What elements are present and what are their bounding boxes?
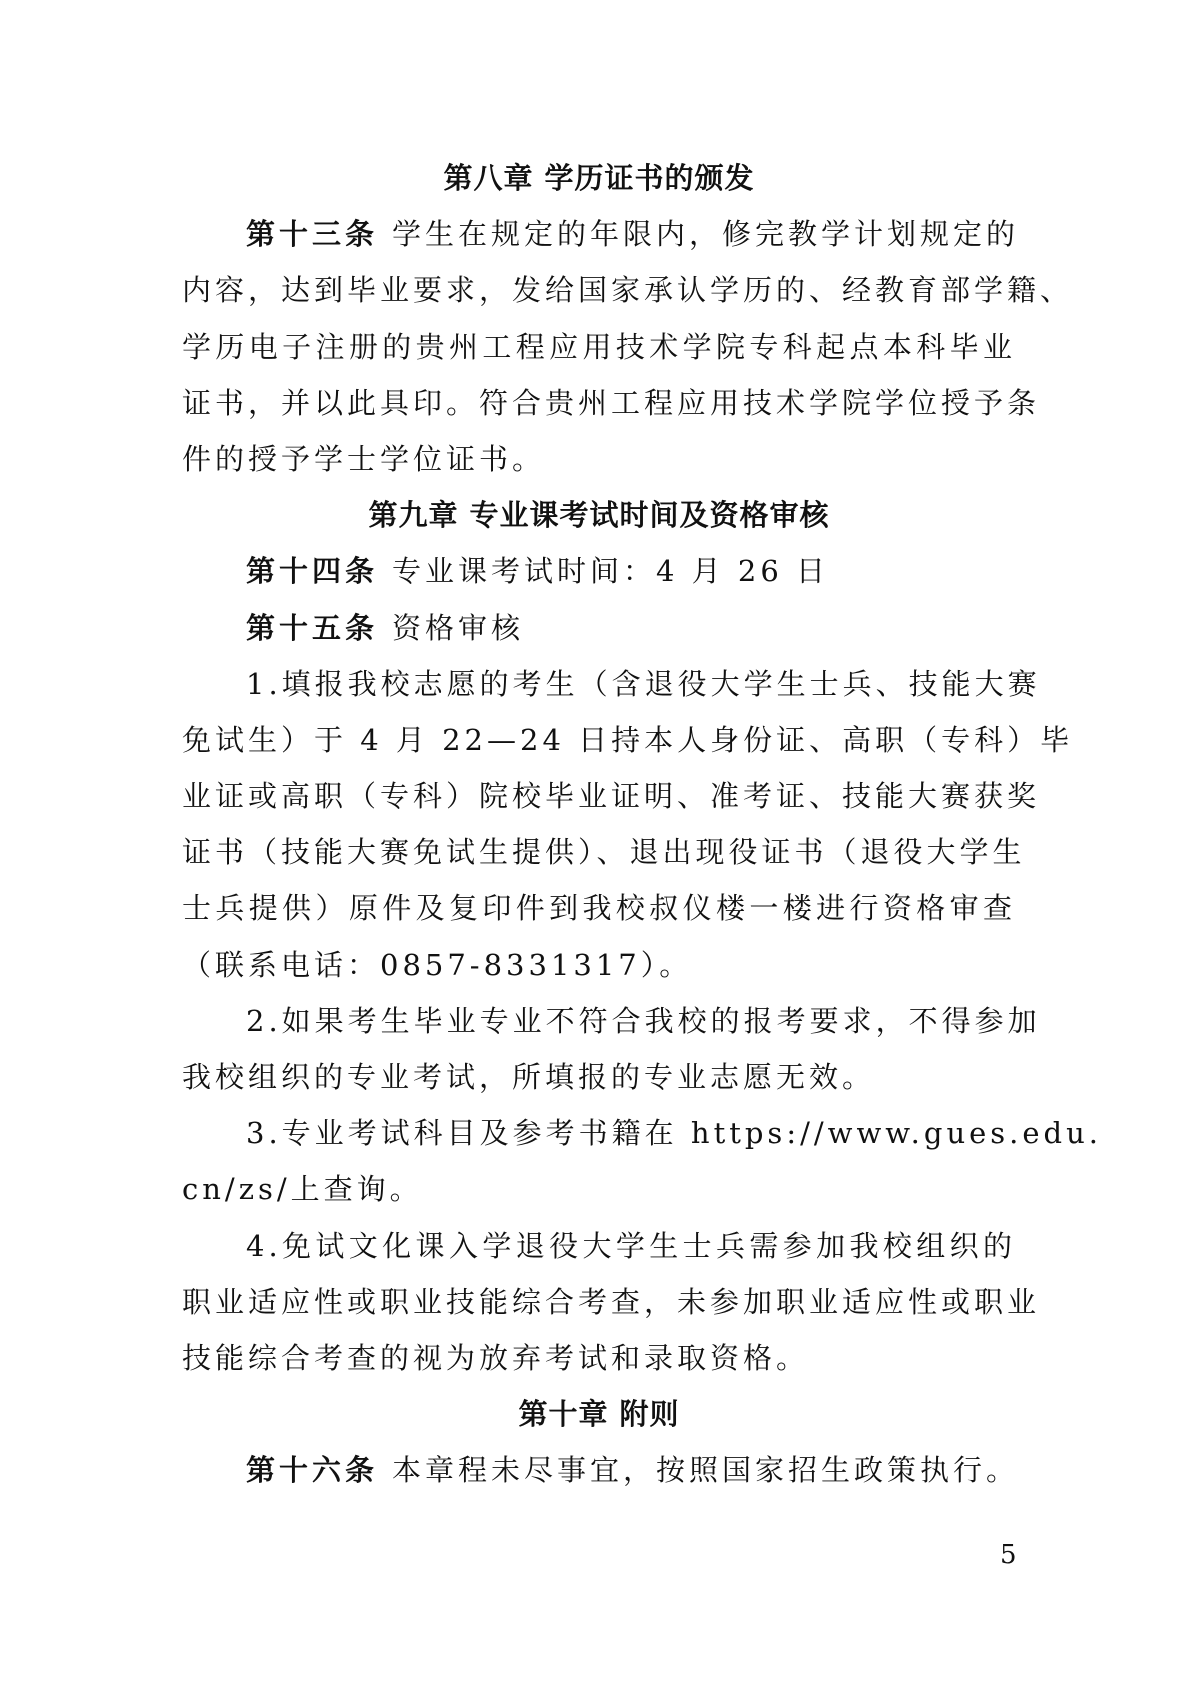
page-number: 5 <box>1000 1540 1017 1570</box>
item-1-line: （联系电话：0857-8331317）。 <box>182 947 693 982</box>
article-13-line: 学历电子注册的贵州工程应用技术学院专科起点本科毕业 <box>182 329 1016 364</box>
chapter-8-heading: 第八章 学历证书的颁发 <box>443 161 755 195</box>
article-15-label: 第十五条 <box>246 610 379 645</box>
article-15-text: 资格审核 <box>392 610 525 645</box>
article-13-line: 证书，并以此具印。符合贵州工程应用技术学院学位授予条 <box>182 385 1041 420</box>
chapter-10-heading: 第十章 附则 <box>518 1397 680 1432</box>
item-4-line: 4.免试文化课入学退役大学生士兵需参加我校组织的 <box>246 1228 1016 1263</box>
item-2-line: 我校组织的专业考试，所填报的专业志愿无效。 <box>182 1060 876 1094</box>
item-1-line: 1.填报我校志愿的考生（含退役大学生士兵、技能大赛 <box>246 666 1041 701</box>
item-1-line: 士兵提供）原件及复印件到我校叔仪楼一楼进行资格审查 <box>182 891 1016 926</box>
item-2-line: 2.如果考生毕业专业不符合我校的报考要求，不得参加 <box>246 1003 1041 1038</box>
article-16-label: 第十六条 <box>246 1453 379 1488</box>
article-13-label: 第十三条 <box>246 217 379 252</box>
article-14-text: 专业课考试时间：4 月 26 日 <box>392 554 830 589</box>
item-3-line: 3.专业考试科目及参考书籍在 https://www.gues.edu. <box>246 1116 1103 1151</box>
article-13-line: 件的授予学士学位证书。 <box>182 441 546 476</box>
item-4-line: 职业适应性或职业技能综合考查，未参加职业适应性或职业 <box>182 1284 1041 1319</box>
article-13-line <box>182 206 1020 262</box>
item-1-line: 业证或高职（专科）院校毕业证明、准考证、技能大赛获奖 <box>182 779 1041 814</box>
article-13-text: 学生在规定的年限内，修完教学计划规定的 <box>392 217 1020 252</box>
article-14-label: 第十四条 <box>246 554 379 589</box>
item-1-line: 证书（技能大赛免试生提供）、退出现役证书（退役大学生 <box>182 835 1026 870</box>
chapter-9-heading: 第九章 专业课考试时间及资格审核 <box>368 498 830 533</box>
article-16 <box>182 1442 1020 1498</box>
item-1-line: 免试生）于 4 月 22—24 日持本人身份证、高职（专科）毕 <box>182 722 1074 757</box>
article-14 <box>182 543 1016 599</box>
article-16-text: 本章程未尽事宜，按照国家招生政策执行。 <box>392 1453 1020 1488</box>
article-13-line: 内容，达到毕业要求，发给国家承认学历的、经教育部学籍、 <box>182 273 1074 308</box>
article-15 <box>182 600 1016 656</box>
item-3-line: cn/zs/上查询。 <box>182 1172 423 1207</box>
document-body <box>182 150 1103 1499</box>
item-4-line: 技能综合考查的视为放弃考试和录取资格。 <box>182 1340 810 1375</box>
